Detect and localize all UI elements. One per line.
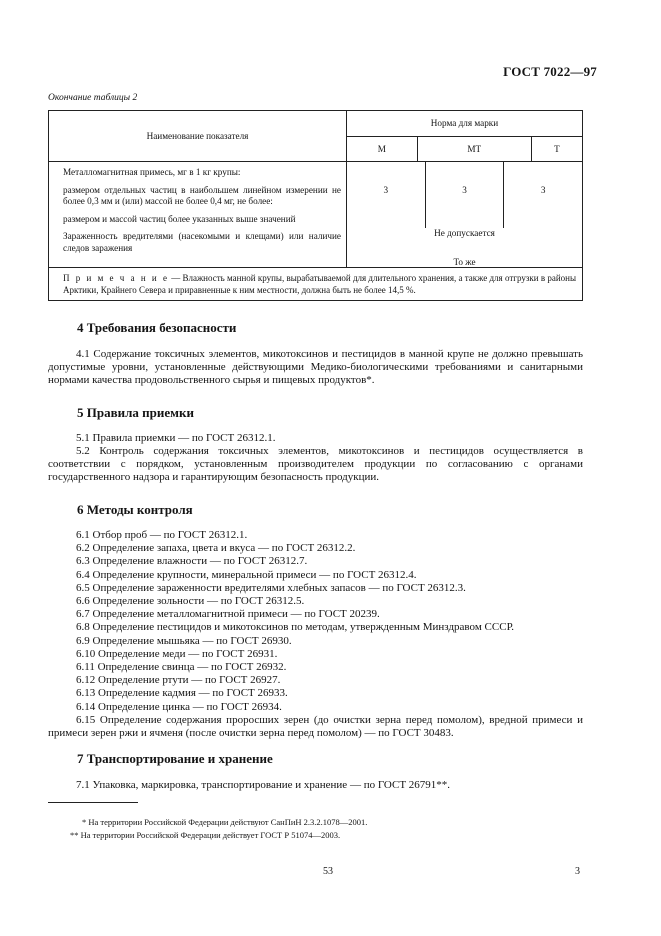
table-note xyxy=(49,268,583,301)
list-item: 6.10 Определение меди — по ГОСТ 26931. xyxy=(76,647,278,660)
column-header-name: Наименование показателя xyxy=(49,111,347,162)
section-7-title: 7 Транспортирование и хранение xyxy=(77,751,273,766)
section-5-para-2: 5.2 Контроль содержания токсичных элементов, микотоксинов и пестицидов осуществляется в соответствии с порядком, установленным производителем продукции по согласованию с органами государственного надзора и гарантирующим безопасность продукции. xyxy=(48,445,583,484)
grade-mt-header: МТ xyxy=(417,136,531,162)
value-m: 3 xyxy=(383,185,389,195)
list-item: 6.13 Определение кадмия — по ГОСТ 26933. xyxy=(76,687,288,700)
value-t: 3 xyxy=(540,185,546,195)
section-6-title: 6 Методы контроля xyxy=(77,502,193,517)
section-5-para-1: 5.1 Правила приемки — по ГОСТ 26312.1. xyxy=(76,432,276,444)
norms-table xyxy=(48,110,583,301)
row-metal-sub2: размером и массой частиц более указанных выше значений xyxy=(63,213,296,224)
list-item: 6.7 Определение металломагнитной примеси — по ГОСТ 20239. xyxy=(76,608,380,621)
footnote-1: * На территории Российской Федерации действуют СанПиН 2.3.2.1078—2001. xyxy=(82,817,368,827)
section-5-title: 5 Правила приемки xyxy=(77,405,194,420)
list-item: 6.8 Определение пестицидов и микотоксинов по методам, утвержденным Минздравом СССР. xyxy=(76,621,515,634)
list-item: 6.2 Определение запаха, цвета и вкуса — по ГОСТ 26312.2. xyxy=(76,542,356,555)
list-item: 6.9 Определение мышьяка — по ГОСТ 26930. xyxy=(76,634,292,647)
page-number-center: 53 xyxy=(323,866,333,877)
list-item: 6.4 Определение крупности, минеральной примеси — по ГОСТ 26312.4. xyxy=(76,568,417,581)
footnote-divider xyxy=(48,802,138,803)
table-caption: Окончание таблицы 2 xyxy=(48,93,138,103)
grade-m-header: М xyxy=(347,136,418,162)
list-item: 6.15 Определение содержания проросших зерен (до очистки зерна перед помолом), вредной примеси и примеси зерен ржи и ячменя (после очистки зерна перед помолом) — по ГОСТ 30483. xyxy=(48,713,583,740)
row-pests: Зараженность вредителями (насекомыми и клещами) или наличие следов заражения xyxy=(63,231,341,253)
column-header-norm: Норма для марки xyxy=(347,111,583,137)
table-row-values xyxy=(347,162,583,268)
standard-code: ГОСТ 7022—97 xyxy=(503,64,597,79)
section-4-title: 4 Требования безопасности xyxy=(77,320,237,335)
note-prefix: П р и м е ч а н и е xyxy=(63,273,169,283)
list-item: 6.3 Определение влажности — по ГОСТ 26312.7. xyxy=(76,555,308,568)
section-7-para-1: 7.1 Упаковка, маркировка, транспортирование и хранение — по ГОСТ 26791**. xyxy=(76,779,451,791)
page-number-right: 3 xyxy=(575,866,580,877)
grade-t-header: Т xyxy=(531,136,582,162)
table-row-names xyxy=(49,162,347,268)
footnote-2: ** На территории Российской Федерации действует ГОСТ Р 51074—2003. xyxy=(70,830,341,840)
list-item: 6.1 Отбор проб — по ГОСТ 26312.1. xyxy=(76,529,248,541)
list-item: 6.6 Определение зольности — по ГОСТ 26312.5. xyxy=(76,595,305,608)
list-item: 6.12 Определение ртути — по ГОСТ 26927. xyxy=(76,674,281,687)
value-mt: 3 xyxy=(425,162,505,228)
value-same: То же xyxy=(453,257,476,267)
section-4-para-1: 4.1 Содержание токсичных элементов, микотоксинов и пестицидов в манной крупе не должно превышать допустимые уровни, установленные действующими Медико-биологическими требованиями и санитарными нормами качества продовольственного сырья и пищевых продуктов*. xyxy=(48,348,583,387)
section-6-list xyxy=(48,529,583,740)
row-metal-sub1: размером отдельных частиц в наибольшем линейном измерении не более 0,3 мм и (или) массой не более 0,4 мг, не более: xyxy=(63,184,341,206)
value-not-allowed: Не допускается xyxy=(434,228,495,238)
note-text: — Влажность манной крупы, вырабатываемой для длительного хранения, а также для отгрузки в районы Арктики, Крайнего Севера и приравненные к ним местности, должна быть не более 14,5 %. xyxy=(63,273,577,295)
list-item: 6.11 Определение свинца — по ГОСТ 26932. xyxy=(76,661,287,674)
row-metal-label: Металломагнитная примесь, мг в 1 кг крупы: xyxy=(63,167,241,177)
list-item: 6.5 Определение зараженности вредителями хлебных запасов — по ГОСТ 26312.3. xyxy=(76,581,466,594)
list-item: 6.14 Определение цинка — по ГОСТ 26934. xyxy=(76,700,282,713)
